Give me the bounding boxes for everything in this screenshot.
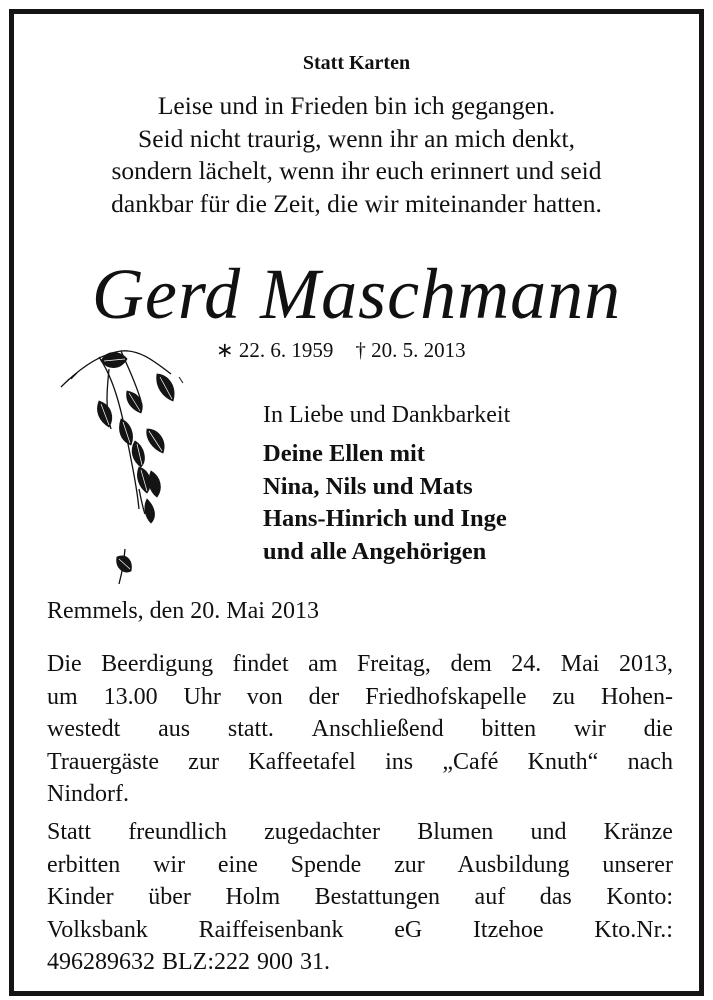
paragraph-line: 496289632 BLZ:222 900 31.: [47, 949, 330, 975]
poem-line: dankbar für die Zeit, die wir miteinander hatten.: [111, 188, 602, 218]
paragraph-line: erbitten wir eine Spende zur Ausbildung unserer: [47, 851, 673, 878]
poem-line: Seid nicht traurig, wenn ihr an mich denkt,: [138, 123, 575, 153]
donation-paragraph: [47, 816, 673, 979]
paragraph-line: Volksbank Raiffeisenbank eG Itzehoe Kto.Nr.:: [47, 916, 673, 943]
paragraph-line: Die Beerdigung findet am Freitag, dem 24. Mai 2013,: [47, 651, 673, 677]
place-and-date: Remmels, den 20. Mai 2013: [47, 598, 319, 624]
mourner-line: Hans-Hinrich und Inge: [263, 505, 507, 532]
paragraph-line: westedt aus statt. Anschließend bitten wir die: [47, 716, 673, 742]
paragraph-line: Trauergäste zur Kaffeetafel ins „Café Knuth“ nach: [47, 748, 673, 775]
poem: [14, 90, 699, 220]
poem-line: Leise und in Frieden bin ich gegangen.: [157, 91, 556, 120]
death-date: † 20. 5. 2013: [355, 338, 466, 362]
mourner-line: Nina, Nils und Mats: [263, 472, 473, 500]
life-dates: [216, 338, 466, 363]
header-statt-karten: Statt Karten: [302, 52, 411, 74]
mourners-list: [263, 438, 507, 568]
birth-date: ∗ 22. 6. 1959: [216, 338, 334, 362]
love-intro: In Liebe und Dankbarkeit: [263, 402, 511, 428]
paragraph-line: Statt freundlich zugedachter Blumen und Kränze: [47, 819, 673, 845]
paragraph-line: um 13.00 Uhr von der Friedhofskapelle zu Hohen-: [47, 683, 673, 710]
paragraph-line: Nindorf.: [47, 781, 129, 807]
deceased-name: Gerd Maschmann: [91, 254, 622, 334]
funeral-paragraph: [47, 648, 673, 811]
paragraph-line: Kinder über Holm Bestattungen auf das Konto:: [47, 884, 673, 910]
poem-line: sondern lächelt, wenn ihr euch erinnert und seid: [111, 156, 602, 185]
obituary-notice: [9, 9, 704, 996]
mourner-line: Deine Ellen mit: [263, 440, 425, 467]
birch-branch-icon: [59, 339, 189, 589]
mourner-line: und alle Angehörigen: [263, 537, 487, 565]
